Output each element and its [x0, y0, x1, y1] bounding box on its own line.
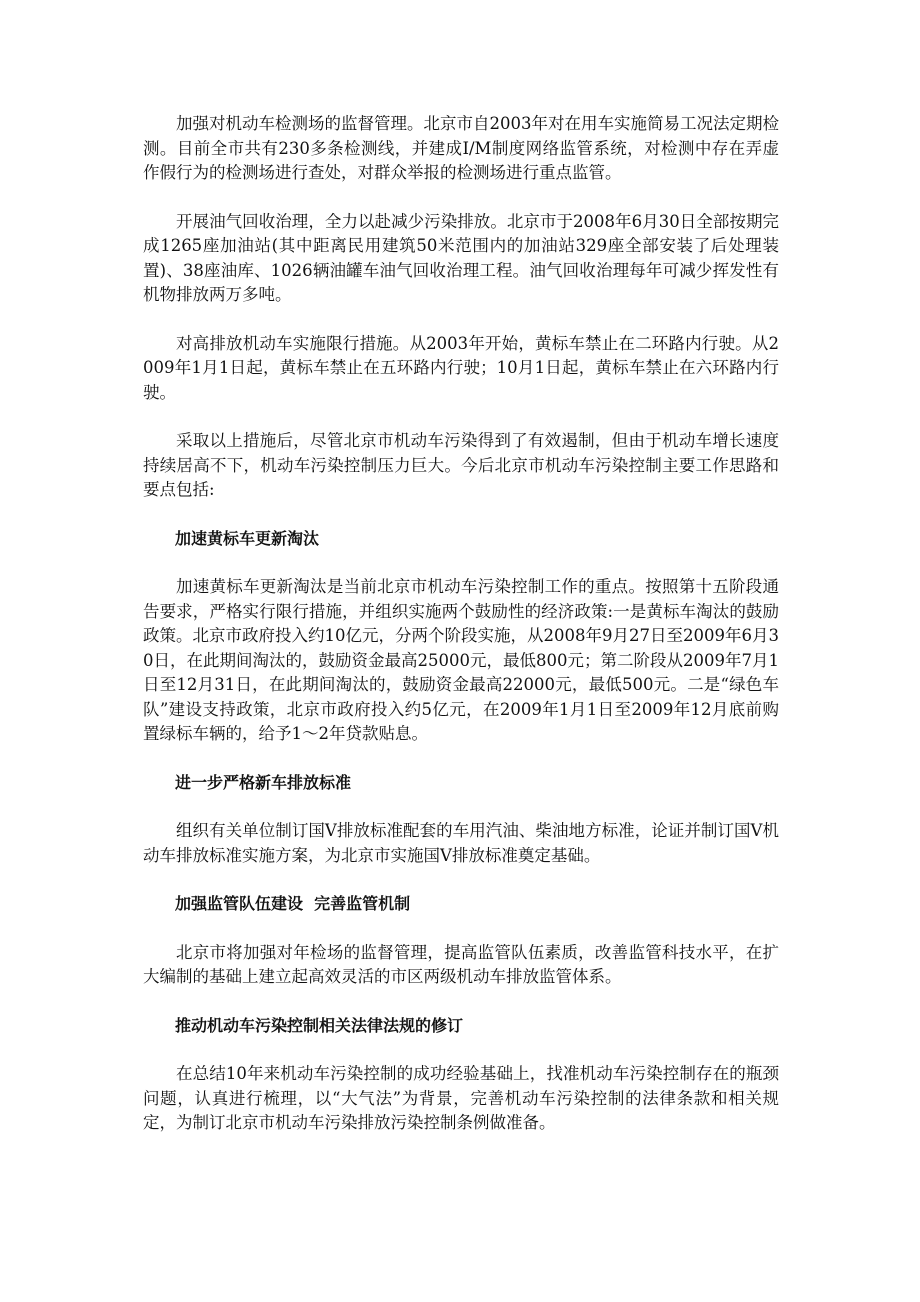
paragraph-vapor-recovery: 开展油气回收治理，全力以赴减少污染排放。北京市于2008年6月30日全部按期完成1265座加油站(其中距离民用建筑50米范围内的加油站329座全部安装了后处理装置)、38座油库、1026辆油罐车油气回收治理工程。油气回收治理每年可减少挥发性有机物排放两万多吨。 [143, 211, 779, 304]
paragraph-law-revision: 在总结10年来机动车污染控制的成功经验基础上，找准机动车污染控制存在的瓶颈问题，认真进行梳理，以“大气法”为背景，完善机动车污染控制的法律条款和相关规定，为制订北京市机动车污染排放污染控制条例做准备。 [143, 1064, 779, 1132]
paragraph-yellow-label-elimination: 加速黄标车更新淘汰是当前北京市机动车污染控制工作的重点。按照第十五阶段通告要求，严格实行限行措施，并组织实施两个鼓励性的经济政策:一是黄标车淘汰的鼓励政策。北京市政府投入约10亿元，分两个阶段实施，从2008年9月27日至2009年6月30日，在此期间淘汰的，鼓励资金最高25000元，最低800元；第二阶段从2009年7月1日至12月31日，在此期间淘汰的，鼓励资金最高22000元，最低500元。二是“绿色车队”建设支持政策，北京市政府投入约5亿元，在2009年1月1日至2009年12月底前购置绿标车辆的，给予1～2年贷款贴息。 [143, 577, 779, 743]
section-heading-yellow-label-elimination: 加速黄标车更新淘汰 [175, 528, 320, 548]
paragraph-new-vehicle-standards: 组织有关单位制订国Ⅴ排放标准配套的车用汽油、柴油地方标准，论证并制订国Ⅴ机动车排放标准实施方案，为北京市实施国Ⅴ排放标准奠定基础。 [143, 821, 779, 865]
document-body [143, 112, 779, 1160]
section-heading-supervision-team: 加强监管队伍建设 完善监管机制 [175, 894, 411, 913]
paragraph-supervision-team: 北京市将加强对年检场的监督管理，提高监管队伍素质，改善监管科技水平，在扩大编制的基础上建立起高效灵活的市区两级机动车排放监管体系。 [143, 942, 779, 986]
paragraph-high-emission-restriction: 对高排放机动车实施限行措施。从2003年开始，黄标车禁止在二环路内行驶。从2009年1月1日起，黄标车禁止在五环路内行驶；10月1日起，黄标车禁止在六环路内行驶。 [143, 333, 779, 402]
paragraph-inspection-station-supervision: 加强对机动车检测场的监督管理。北京市自2003年对在用车实施简易工况法定期检测。目前全市共有230多条检测线，并建成I/M制度网络监管系统，对检测中存在弄虚作假行为的检测场进行查处，对群众举报的检测场进行重点监管。 [143, 114, 779, 182]
section-heading-law-revision: 推动机动车污染控制相关法律法规的修订 [175, 1015, 464, 1035]
paragraph-future-work-intro: 采取以上措施后，尽管北京市机动车污染得到了有效遏制，但由于机动车增长速度持续居高不下，机动车污染控制压力巨大。今后北京市机动车污染控制主要工作思路和要点包括: [143, 431, 779, 499]
section-heading-new-vehicle-standards: 进一步严格新车排放标准 [175, 772, 352, 792]
